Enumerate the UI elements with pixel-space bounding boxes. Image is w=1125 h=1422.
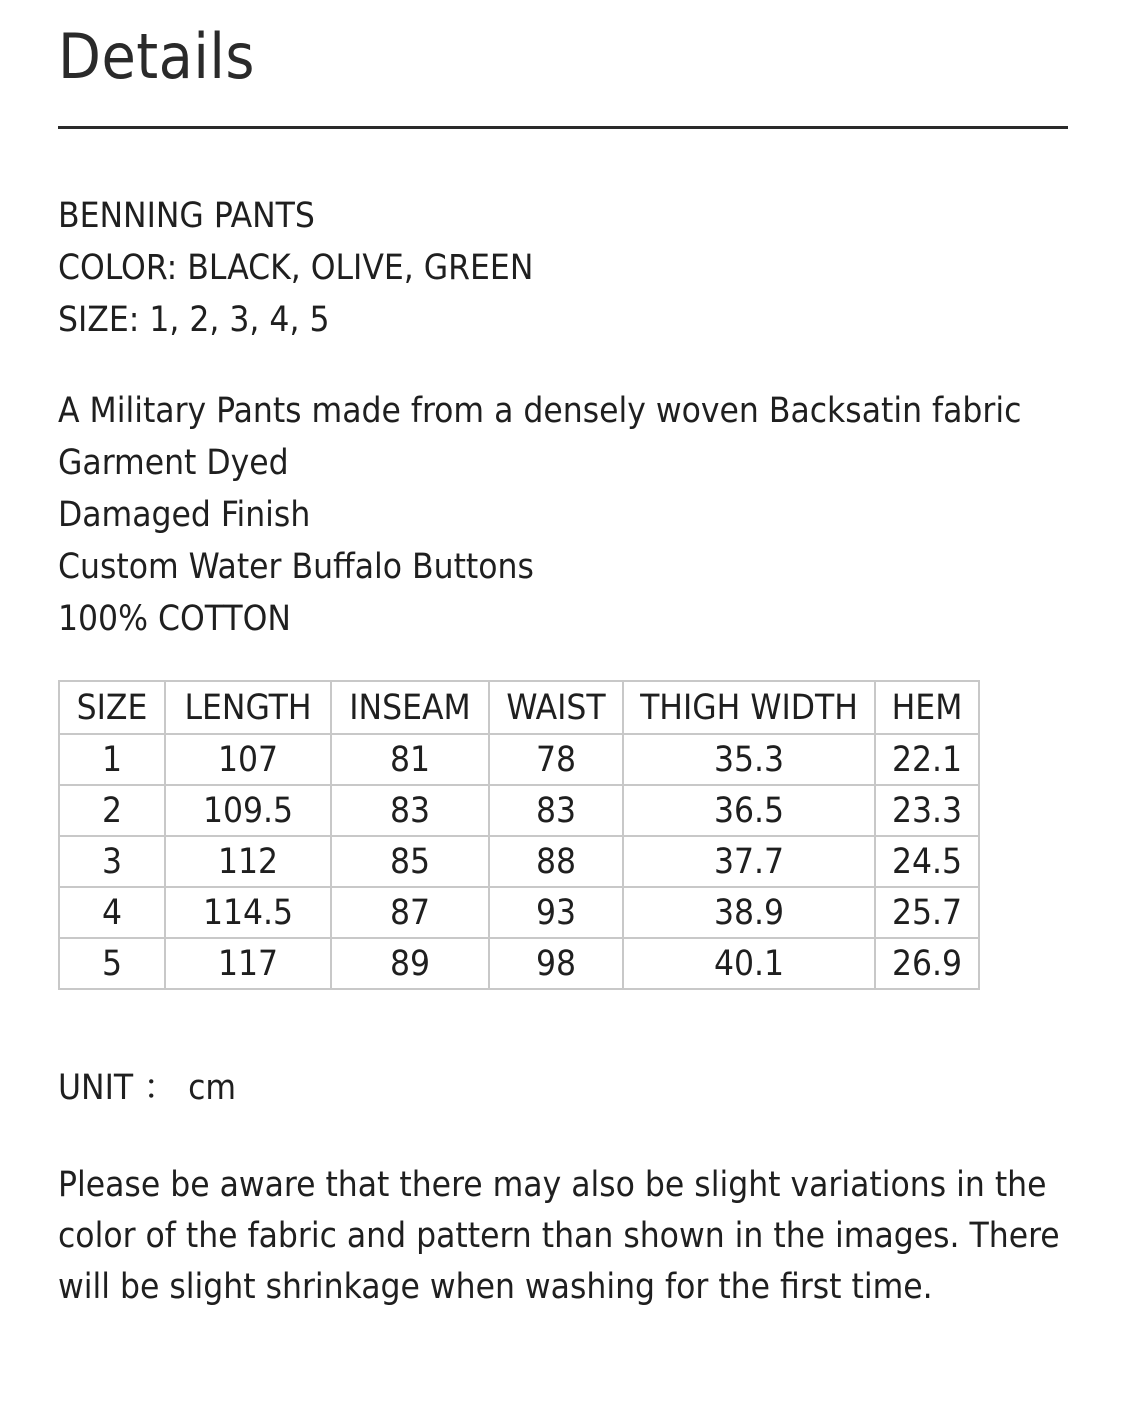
product-specs [58,190,533,346]
cell-size: 1 [59,734,165,785]
cell-length: 107 [165,734,331,785]
cell-waist: 98 [489,938,623,989]
cell-inseam: 89 [331,938,489,989]
cell-size: 4 [59,887,165,938]
table-row [59,785,979,836]
cell-hem: 22.1 [875,734,979,785]
header-length: LENGTH [165,681,331,734]
feature-line: Custom Water Buffalo Buttons [58,547,534,587]
cell-waist: 88 [489,836,623,887]
cell-waist: 78 [489,734,623,785]
cell-hem: 24.5 [875,836,979,887]
feature-line: 100% COTTON [58,599,291,639]
cell-hem: 26.9 [875,938,979,989]
feature-line: Damaged Finish [58,495,311,535]
care-note: Please be aware that there may also be slight variations in the color of the fabric and pattern than shown in the images. There will be slight shrinkage when washing for the first time. [58,1165,1060,1307]
header-inseam: INSEAM [331,681,489,734]
unit-label: UNIT ： cm [58,1068,237,1108]
product-sizes: SIZE: 1, 2, 3, 4, 5 [58,300,330,340]
size-chart-table [58,680,980,990]
table-header-row [59,681,979,734]
cell-thigh-width: 40.1 [623,938,875,989]
cell-thigh-width: 35.3 [623,734,875,785]
cell-inseam: 83 [331,785,489,836]
header-waist: WAIST [489,681,623,734]
cell-size: 3 [59,836,165,887]
cell-length: 114.5 [165,887,331,938]
header-hem: HEM [875,681,979,734]
cell-size: 2 [59,785,165,836]
feature-line: Garment Dyed [58,443,289,483]
header-thigh-width: THIGH WIDTH [623,681,875,734]
cell-length: 112 [165,836,331,887]
cell-thigh-width: 38.9 [623,887,875,938]
product-colors: COLOR: BLACK, OLIVE, GREEN [58,248,534,288]
cell-waist: 83 [489,785,623,836]
header-size: SIZE [59,681,165,734]
table-row [59,734,979,785]
cell-hem: 23.3 [875,785,979,836]
title-divider [58,126,1068,129]
cell-thigh-width: 36.5 [623,785,875,836]
cell-length: 117 [165,938,331,989]
cell-length: 109.5 [165,785,331,836]
product-features [58,385,1021,645]
cell-hem: 25.7 [875,887,979,938]
cell-size: 5 [59,938,165,989]
page-title: Details [58,20,255,93]
cell-inseam: 85 [331,836,489,887]
table-row [59,887,979,938]
feature-line: A Military Pants made from a densely woven Backsatin fabric [58,391,1022,431]
cell-inseam: 87 [331,887,489,938]
cell-waist: 93 [489,887,623,938]
table-row [59,938,979,989]
cell-thigh-width: 37.7 [623,836,875,887]
table-row [59,836,979,887]
product-name: BENNING PANTS [58,196,315,236]
cell-inseam: 81 [331,734,489,785]
